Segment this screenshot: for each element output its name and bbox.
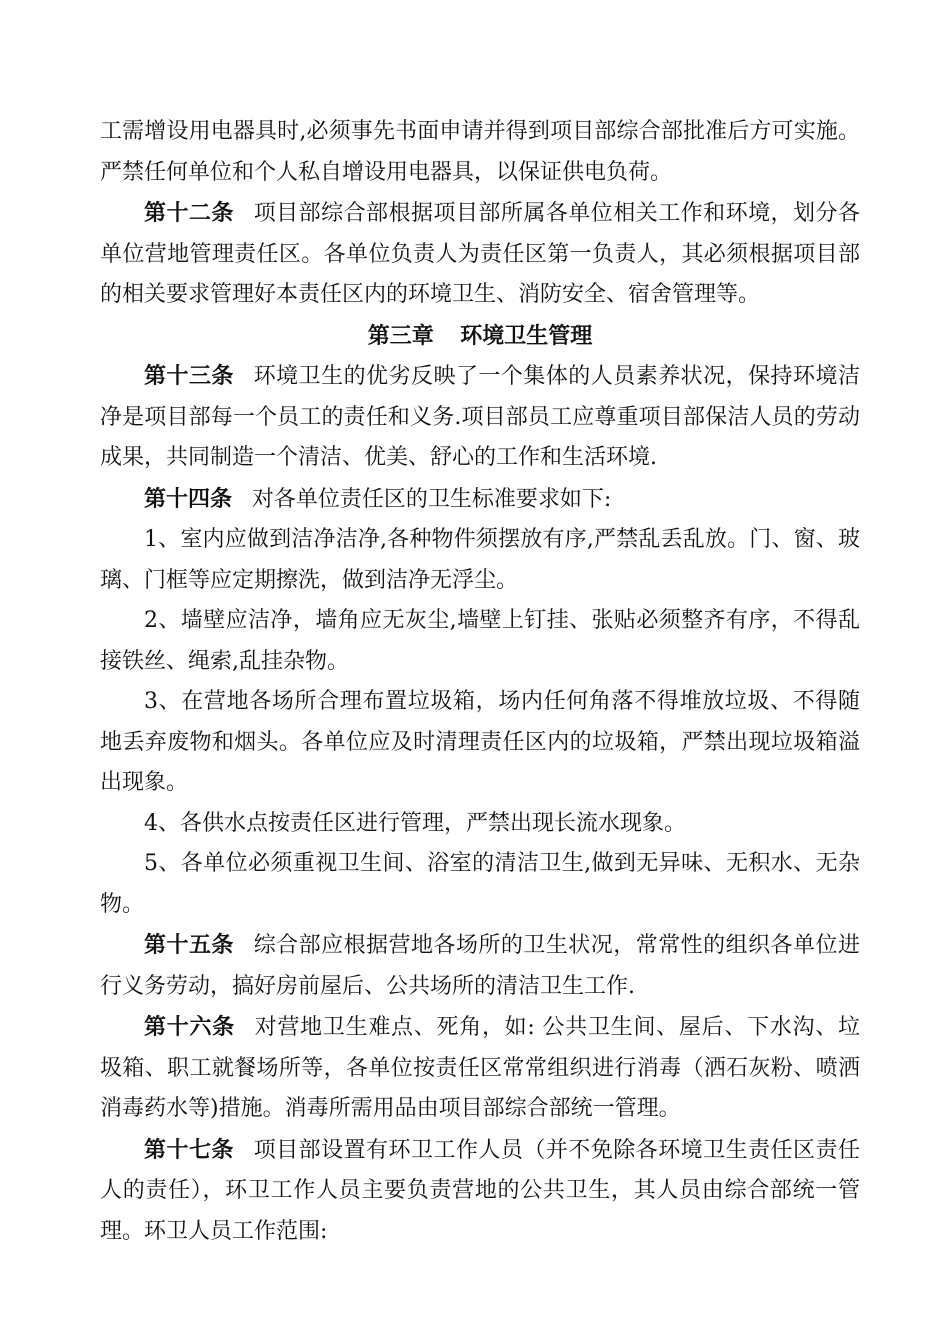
article-text: 环境卫生的优劣反映了一个集体的人员素养状况，保持环境洁净是项目部每一个员工的责任和义务.项目部员工应尊重项目部保洁人员的劳动成果，共同制造一个清洁、优美、舒心的工作和生活环境. [100, 364, 860, 470]
article-number: 第十五条 [144, 932, 234, 958]
article-number: 第十二条 [144, 200, 234, 226]
article-text: 对营地卫生难点、死角，如: 公共卫生间、屋后、下水沟、垃圾箱、职工就餐场所等，各单位按责任区常常组织进行消毒（洒石灰粉、喷洒消毒药水等)措施。消毒所需用品由项目部综合部统一管理。 [100, 1015, 860, 1121]
article-number: 第十六条 [144, 1014, 235, 1040]
list-item-text: 1、室内应做到洁净洁净,各种物件须摆放有序,严禁乱丢乱放。门、窗、玻璃、门框等应定期擦洗，做到洁净无浮尘。 [100, 527, 860, 593]
article-number: 第十七条 [144, 1136, 234, 1163]
paragraph-text: 工需增设用电器具时,必须事先书面申请并得到项目部综合部批准后方可实施。严禁任何单位和个人私自增设用电器具，以保证供电负荷。 [100, 119, 860, 185]
document-page [100, 112, 860, 1252]
article-17 [100, 1130, 860, 1253]
article-13 [100, 356, 860, 479]
article-text: 对各单位责任区的卫生标准要求如下: [251, 486, 612, 512]
article-number: 第十三条 [144, 363, 234, 389]
article-text: 综合部应根据营地各场所的卫生状况，常常性的组织各单位进行义务劳动，搞好房前屋后、公共场所的清洁卫生工作. [100, 933, 860, 999]
article-16 [100, 1007, 860, 1130]
list-item [100, 844, 860, 925]
chapter-heading [100, 316, 860, 357]
article-text: 项目部设置有环卫工作人员（并不免除各环境卫生责任区责任人的责任），环卫工作人员主要负责营地的公共卫生，其人员由综合部统一管理。环卫人员工作范围: [100, 1137, 860, 1244]
article-14 [100, 479, 860, 521]
article-12 [100, 193, 860, 316]
list-item-text: 2、墙壁应洁净，墙角应无灰尘,墙壁上钉挂、张贴必须整齐有序，不得乱接铁丝、绳索,乱挂杂物。 [100, 608, 860, 674]
article-15 [100, 925, 860, 1007]
list-item [100, 520, 860, 601]
list-item-text: 3、在营地各场所合理布置垃圾箱，场内任何角落不得堆放垃圾、不得随地丢弃废物和烟头。各单位应及时清理责任区内的垃圾箱，严禁出现垃圾箱溢出现象。 [100, 689, 860, 795]
paragraph-continuation [100, 112, 860, 193]
chapter-title: 环境卫生管理 [460, 322, 593, 349]
list-item [100, 804, 860, 845]
list-item-text: 5、各单位必须重视卫生间、浴室的清洁卫生,做到无异味、无积水、无杂物。 [100, 851, 860, 917]
list-item-text: 4、各供水点按责任区进行管理，严禁出现长流水现象。 [144, 810, 686, 836]
chapter-number: 第三章 [367, 322, 434, 349]
list-item [100, 601, 860, 682]
list-item [100, 682, 860, 804]
article-text: 项目部综合部根据项目部所属各单位相关工作和环境，划分各单位营地管理责任区。各单位负责人为责任区第一负责人，其必须根据项目部的相关要求管理好本责任区内的环境卫生、消防安全、宿舍管理等。 [100, 201, 860, 307]
article-number: 第十四条 [144, 485, 233, 512]
